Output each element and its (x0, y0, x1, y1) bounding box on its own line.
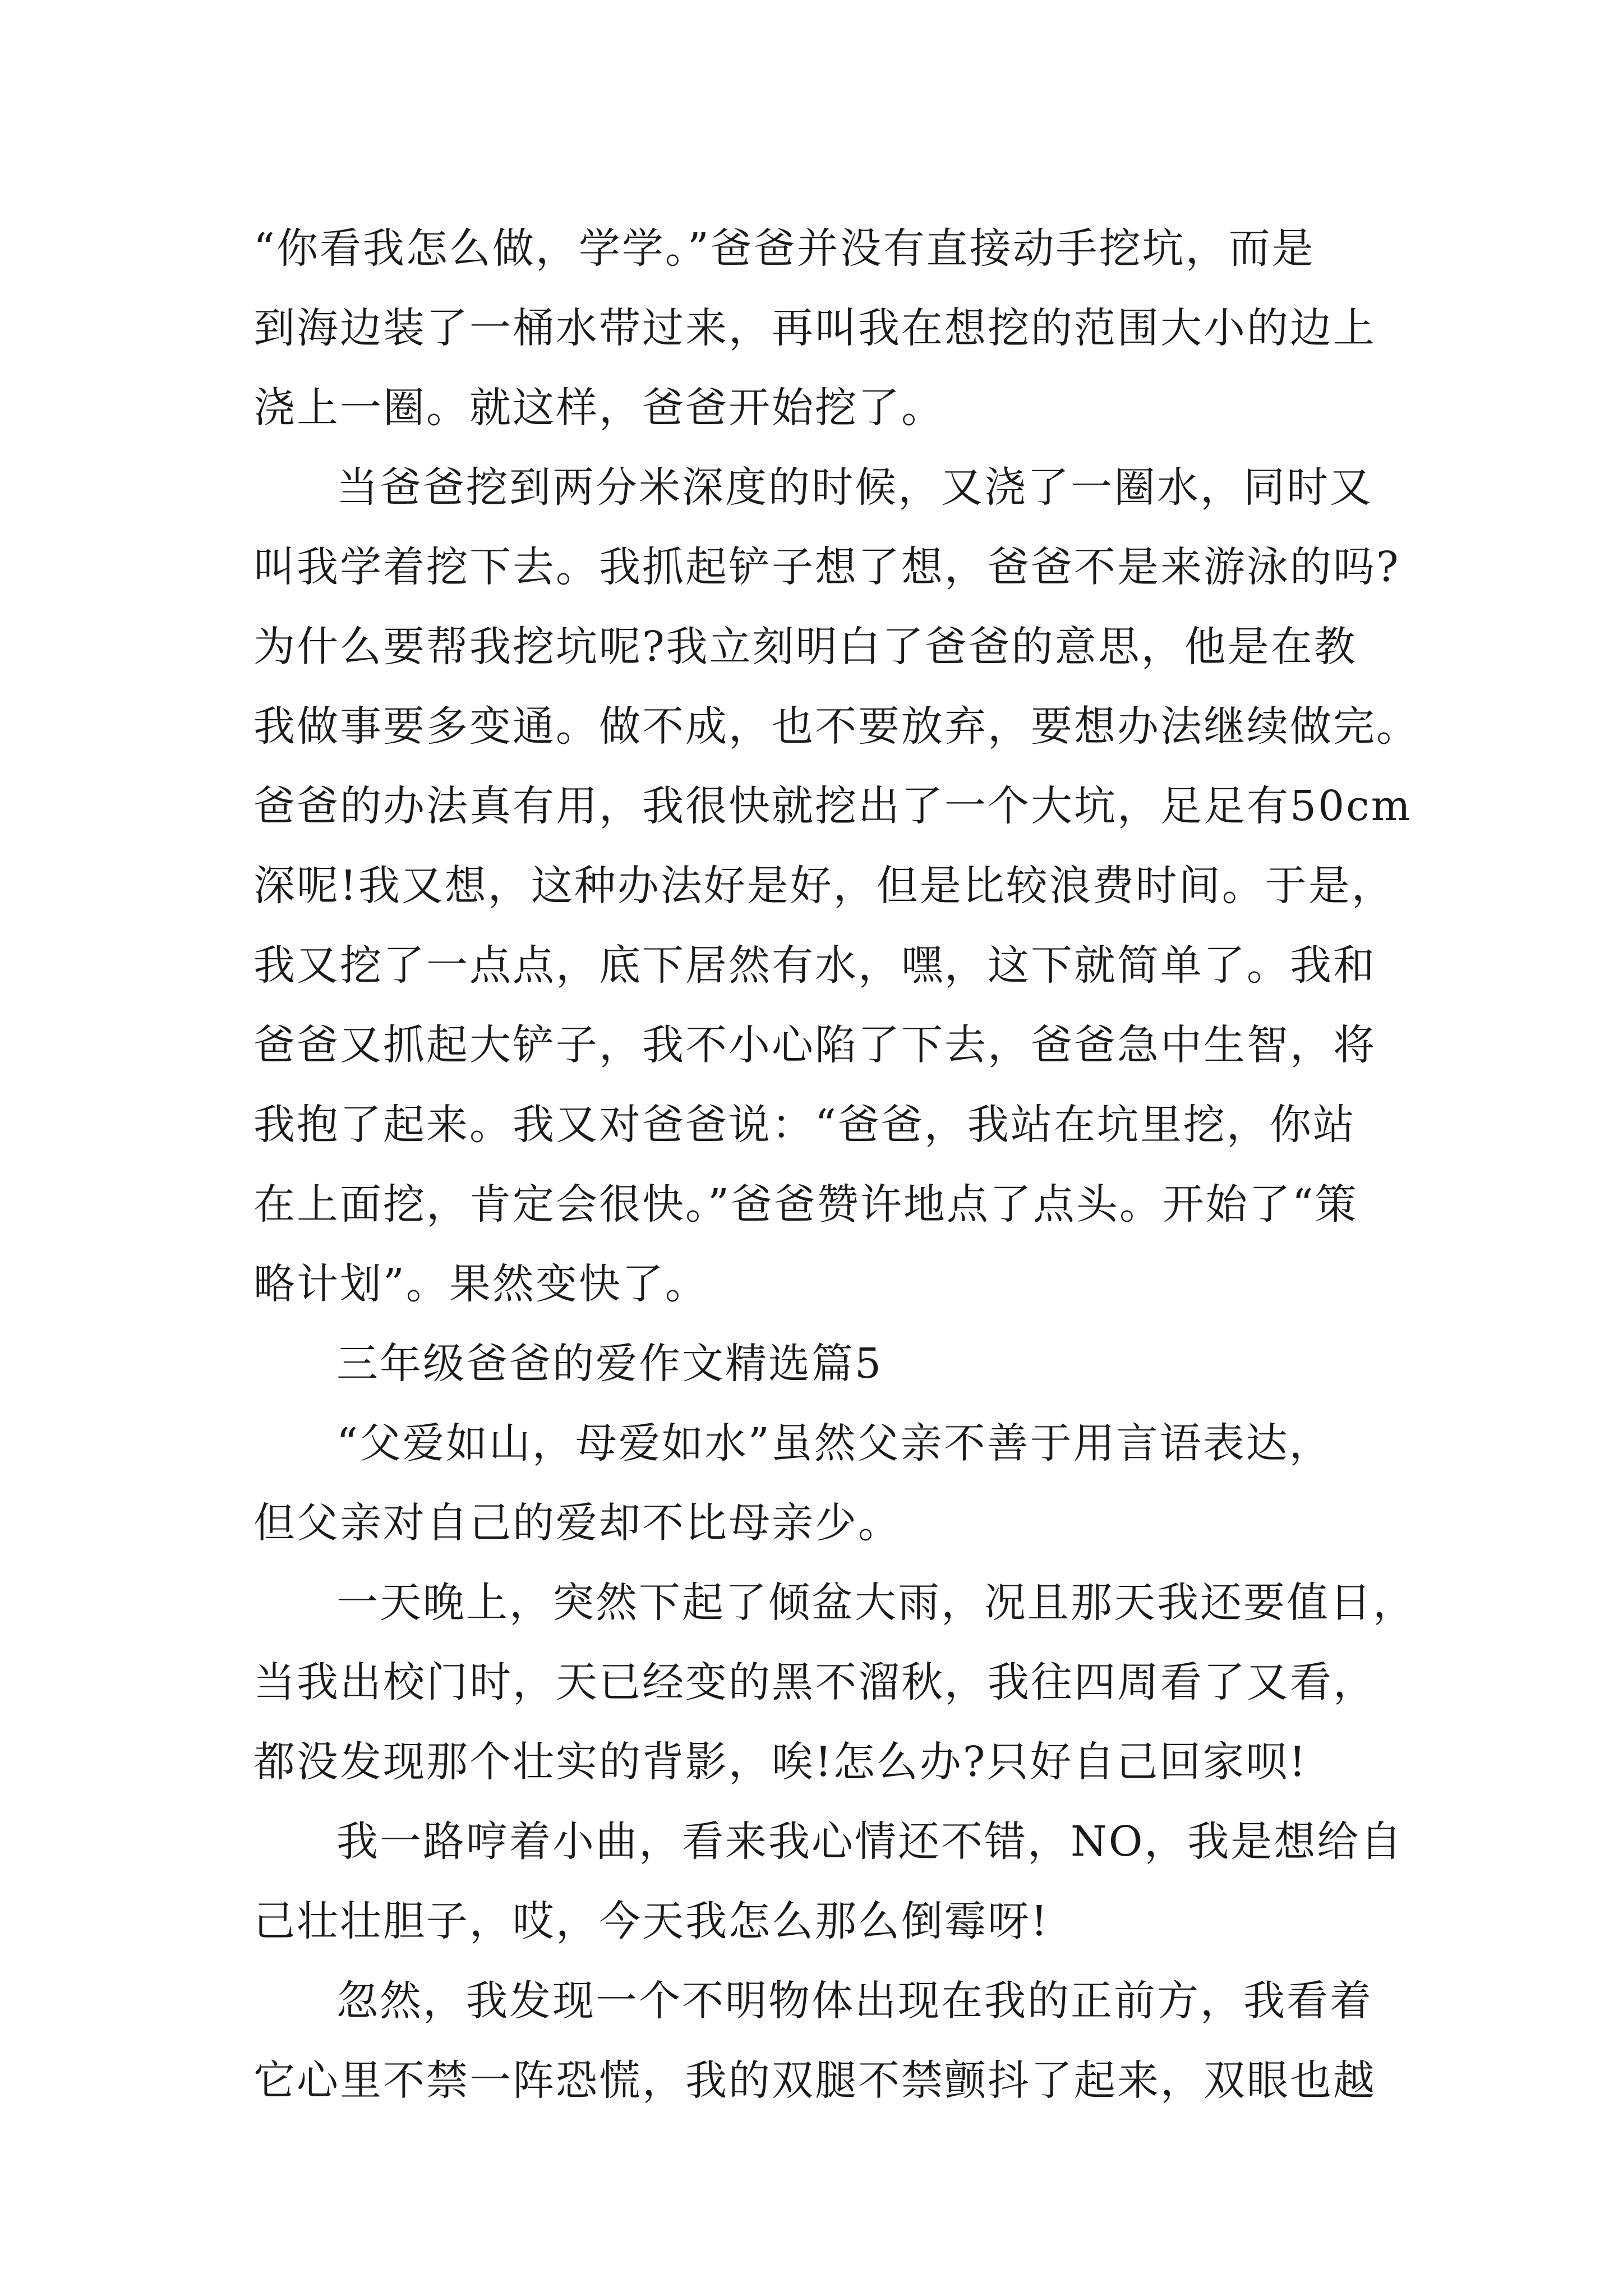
text-line: 我做事要多变通。做不成，也不要放弃，要想办法继续做完。 (253, 702, 1419, 751)
text-line: 深呢!我又想，这种办法好是好，但是比较浪费时间。于是， (253, 862, 1395, 910)
text-line: 浇上一圈。就这样，爸爸开始挖了。 (253, 384, 944, 432)
text-line: 我抱了起来。我又对爸爸说：“爸爸，我站在坑里挖，你站 (253, 1101, 1356, 1149)
paragraph-start-line: “父爱如山，母爱如水”虽然父亲不善于用言语表达， (336, 1419, 1332, 1467)
paragraph-start-line: 一天晚上，突然下起了倾盆大雨，况且那天我还要值日， (336, 1579, 1416, 1627)
text-line: 但父亲对自己的爱却不比母亲少。 (253, 1499, 901, 1547)
text-line: 略计划”。果然变快了。 (253, 1260, 708, 1308)
text-line: 我又挖了一点点，底下居然有水，嘿，这下就简单了。我和 (253, 941, 1376, 990)
paragraph-start-line: 忽然，我发现一个不明物体出现在我的正前方，我看着 (336, 1977, 1373, 2025)
text-line: 在上面挖，肯定会很快。”爸爸赞许地点了点头。开始了“策 (253, 1180, 1358, 1228)
text-line: “你看我怎么做，学学。”爸爸并没有直接动手挖坑，而是 (253, 224, 1315, 273)
text-line: 叫我学着挖下去。我抓起铲子想了想，爸爸不是来游泳的吗? (253, 543, 1400, 591)
text-line: 都没发现那个壮实的背影，唉!怎么办?只好自己回家呗! (253, 1738, 1308, 1786)
text-line: 当我出校门时，天已经变的黑不溜秋，我往四周看了又看， (253, 1658, 1376, 1706)
text-line: 己壮壮胆子，哎，今天我怎么那么倒霉呀! (253, 1897, 1049, 1945)
text-line: 爸爸又抓起大铲子，我不小心陷了下去，爸爸急中生智，将 (253, 1021, 1376, 1069)
paragraph-start-line: 我一路哼着小曲，看来我心情还不错，NO，我是想给自 (336, 1818, 1404, 1866)
article-body (253, 209, 1419, 2120)
text-line: 爸爸的办法真有用，我很快就挖出了一个大坑，足足有50cm (253, 782, 1412, 830)
text-line: 它心里不禁一阵恐慌，我的双腿不禁颤抖了起来，双眼也越 (253, 2056, 1376, 2105)
paragraph-start-line: 当爸爸挖到两分米深度的时候，又浇了一圈水，同时又 (336, 463, 1373, 512)
text-line: 为什么要帮我挖坑呢?我立刻明白了爸爸的意思，他是在教 (253, 623, 1357, 671)
text-line: 到海边装了一桶水带过来，再叫我在想挖的范围大小的边上 (253, 304, 1376, 352)
section-heading: 三年级爸爸的爱作文精选篇5 (336, 1340, 883, 1388)
